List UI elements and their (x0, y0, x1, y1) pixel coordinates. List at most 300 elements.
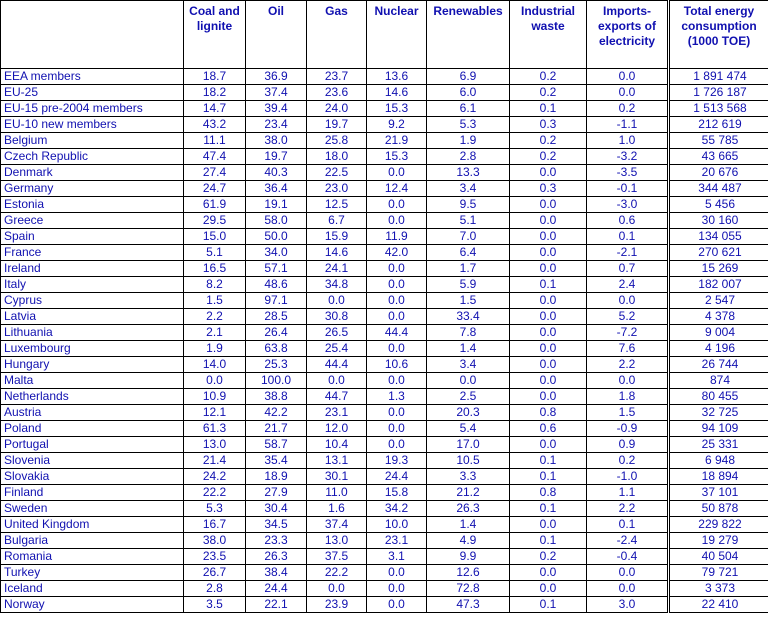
total-consumption-cell: 22 410 (669, 597, 768, 613)
total-consumption-cell: 79 721 (669, 565, 768, 581)
table-row (1, 469, 768, 485)
total-consumption-cell: 15 269 (669, 261, 768, 277)
total-consumption-cell: 4 378 (669, 309, 768, 325)
renewables-header: Renewables (427, 1, 510, 69)
gas-cell: 15.9 (307, 229, 367, 245)
table-row (1, 437, 768, 453)
imports-exports-cell: 2.4 (587, 277, 669, 293)
imports-exports-cell: -3.2 (587, 149, 669, 165)
region-name: Netherlands (1, 389, 184, 405)
total-consumption-cell: 3 373 (669, 581, 768, 597)
table-row (1, 549, 768, 565)
total-consumption-cell: 1 513 568 (669, 101, 768, 117)
oil-cell: 23.3 (246, 533, 307, 549)
table-row (1, 149, 768, 165)
table-row (1, 229, 768, 245)
coal-lignite-cell: 8.2 (184, 277, 246, 293)
coal-lignite-cell: 61.3 (184, 421, 246, 437)
nuclear-cell: 0.0 (367, 197, 427, 213)
region-name: Belgium (1, 133, 184, 149)
renewables-cell: 3.3 (427, 469, 510, 485)
oil-cell: 48.6 (246, 277, 307, 293)
renewables-cell: 33.4 (427, 309, 510, 325)
imports-exports-cell: 0.0 (587, 293, 669, 309)
nuclear-cell: 0.0 (367, 373, 427, 389)
industrial-waste-cell: 0.0 (510, 357, 587, 373)
oil-cell: 18.9 (246, 469, 307, 485)
industrial-waste-cell: 0.0 (510, 389, 587, 405)
industrial-waste-cell: 0.1 (510, 501, 587, 517)
renewables-cell: 1.9 (427, 133, 510, 149)
oil-cell: 19.7 (246, 149, 307, 165)
oil-cell: 58.0 (246, 213, 307, 229)
region-name: Bulgaria (1, 533, 184, 549)
gas-cell: 13.0 (307, 533, 367, 549)
industrial-waste-cell: 0.6 (510, 421, 587, 437)
industrial-waste-cell: 0.0 (510, 229, 587, 245)
total-consumption-header: Total energy consumption (1000 TOE) (669, 1, 768, 69)
imports-exports-cell: 7.6 (587, 341, 669, 357)
oil-cell: 38.0 (246, 133, 307, 149)
coal-lignite-cell: 23.5 (184, 549, 246, 565)
renewables-cell: 21.2 (427, 485, 510, 501)
nuclear-cell: 21.9 (367, 133, 427, 149)
total-consumption-cell: 134 055 (669, 229, 768, 245)
renewables-cell: 7.0 (427, 229, 510, 245)
imports-exports-cell: 0.2 (587, 453, 669, 469)
coal-lignite-cell: 11.1 (184, 133, 246, 149)
oil-cell: 36.4 (246, 181, 307, 197)
oil-cell: 26.3 (246, 549, 307, 565)
renewables-cell: 0.0 (427, 373, 510, 389)
coal-lignite-cell: 24.7 (184, 181, 246, 197)
oil-cell: 25.3 (246, 357, 307, 373)
region-name: Slovenia (1, 453, 184, 469)
total-consumption-cell: 18 894 (669, 469, 768, 485)
oil-cell: 34.5 (246, 517, 307, 533)
coal-lignite-cell: 15.0 (184, 229, 246, 245)
region-name: EU-25 (1, 85, 184, 101)
imports-exports-cell: 1.8 (587, 389, 669, 405)
nuclear-cell: 24.4 (367, 469, 427, 485)
nuclear-cell: 0.0 (367, 293, 427, 309)
total-consumption-cell: 6 948 (669, 453, 768, 469)
region-name: Germany (1, 181, 184, 197)
coal-lignite-cell: 1.9 (184, 341, 246, 357)
table-row (1, 197, 768, 213)
imports-exports-cell: -7.2 (587, 325, 669, 341)
coal-lignite-cell: 14.0 (184, 357, 246, 373)
renewables-cell: 20.3 (427, 405, 510, 421)
imports-exports-cell: 0.1 (587, 517, 669, 533)
oil-cell: 30.4 (246, 501, 307, 517)
region-name: Portugal (1, 437, 184, 453)
total-consumption-cell: 2 547 (669, 293, 768, 309)
region-name: Malta (1, 373, 184, 389)
oil-cell: 38.4 (246, 565, 307, 581)
industrial-waste-cell: 0.2 (510, 85, 587, 101)
total-consumption-cell: 229 822 (669, 517, 768, 533)
total-consumption-cell: 40 504 (669, 549, 768, 565)
coal-lignite-cell: 2.2 (184, 309, 246, 325)
gas-cell: 37.4 (307, 517, 367, 533)
nuclear-cell: 23.1 (367, 533, 427, 549)
industrial-waste-cell: 0.1 (510, 597, 587, 613)
region-name: Lithuania (1, 325, 184, 341)
imports-exports-cell: 0.1 (587, 229, 669, 245)
region-name: Luxembourg (1, 341, 184, 357)
gas-cell: 23.6 (307, 85, 367, 101)
gas-cell: 0.0 (307, 373, 367, 389)
renewables-cell: 6.9 (427, 69, 510, 85)
total-consumption-cell: 1 726 187 (669, 85, 768, 101)
industrial-waste-cell: 0.1 (510, 277, 587, 293)
region-name: Greece (1, 213, 184, 229)
region-name: United Kingdom (1, 517, 184, 533)
region-name: Poland (1, 421, 184, 437)
region-name: Norway (1, 597, 184, 613)
table-body (1, 69, 768, 613)
renewables-cell: 5.3 (427, 117, 510, 133)
nuclear-cell: 0.0 (367, 309, 427, 325)
oil-cell: 35.4 (246, 453, 307, 469)
coal-lignite-cell: 14.7 (184, 101, 246, 117)
oil-cell: 63.8 (246, 341, 307, 357)
oil-cell: 27.9 (246, 485, 307, 501)
industrial-waste-cell: 0.2 (510, 133, 587, 149)
industrial-waste-cell: 0.1 (510, 453, 587, 469)
gas-cell: 44.4 (307, 357, 367, 373)
nuclear-cell: 0.0 (367, 341, 427, 357)
gas-cell: 30.8 (307, 309, 367, 325)
industrial-waste-cell: 0.0 (510, 565, 587, 581)
region-name: Estonia (1, 197, 184, 213)
renewables-cell: 2.8 (427, 149, 510, 165)
industrial-waste-cell: 0.0 (510, 261, 587, 277)
coal-lignite-cell: 18.2 (184, 85, 246, 101)
imports-exports-cell: -0.4 (587, 549, 669, 565)
renewables-cell: 5.4 (427, 421, 510, 437)
region-name: Austria (1, 405, 184, 421)
renewables-cell: 26.3 (427, 501, 510, 517)
imports-exports-cell: 2.2 (587, 357, 669, 373)
total-consumption-cell: 4 196 (669, 341, 768, 357)
nuclear-cell: 13.6 (367, 69, 427, 85)
gas-cell: 0.0 (307, 293, 367, 309)
imports-exports-cell: 3.0 (587, 597, 669, 613)
nuclear-cell: 12.4 (367, 181, 427, 197)
renewables-cell: 3.4 (427, 181, 510, 197)
imports-exports-cell: 1.5 (587, 405, 669, 421)
total-consumption-cell: 37 101 (669, 485, 768, 501)
imports-exports-cell: -2.1 (587, 245, 669, 261)
region-name: Ireland (1, 261, 184, 277)
industrial-waste-cell: 0.1 (510, 101, 587, 117)
industrial-waste-cell: 0.8 (510, 405, 587, 421)
region-name: Iceland (1, 581, 184, 597)
total-consumption-cell: 94 109 (669, 421, 768, 437)
coal-lignite-cell: 1.5 (184, 293, 246, 309)
coal-lignite-cell: 21.4 (184, 453, 246, 469)
gas-cell: 12.0 (307, 421, 367, 437)
nuclear-cell: 14.6 (367, 85, 427, 101)
gas-cell: 6.7 (307, 213, 367, 229)
industrial-waste-cell: 0.0 (510, 517, 587, 533)
industrial-waste-cell: 0.1 (510, 533, 587, 549)
industrial-waste-cell: 0.2 (510, 69, 587, 85)
nuclear-cell: 0.0 (367, 405, 427, 421)
total-consumption-cell: 50 878 (669, 501, 768, 517)
coal-lignite-cell: 43.2 (184, 117, 246, 133)
coal-lignite-cell: 2.1 (184, 325, 246, 341)
table-row (1, 133, 768, 149)
region-name: Italy (1, 277, 184, 293)
renewables-cell: 47.3 (427, 597, 510, 613)
gas-cell: 24.0 (307, 101, 367, 117)
nuclear-cell: 0.0 (367, 261, 427, 277)
gas-cell: 26.5 (307, 325, 367, 341)
industrial-waste-cell: 0.0 (510, 309, 587, 325)
gas-cell: 12.5 (307, 197, 367, 213)
oil-cell: 38.8 (246, 389, 307, 405)
region-name: Latvia (1, 309, 184, 325)
gas-cell: 14.6 (307, 245, 367, 261)
total-consumption-cell: 270 621 (669, 245, 768, 261)
coal-lignite-cell: 61.9 (184, 197, 246, 213)
coal-lignite-cell: 3.5 (184, 597, 246, 613)
gas-cell: 22.2 (307, 565, 367, 581)
table-row (1, 213, 768, 229)
gas-cell: 44.7 (307, 389, 367, 405)
table-row (1, 453, 768, 469)
gas-cell: 23.9 (307, 597, 367, 613)
table-row (1, 533, 768, 549)
imports-exports-cell: -1.0 (587, 469, 669, 485)
industrial-waste-cell: 0.3 (510, 117, 587, 133)
imports-exports-cell: 1.0 (587, 133, 669, 149)
total-consumption-cell: 9 004 (669, 325, 768, 341)
gas-cell: 37.5 (307, 549, 367, 565)
table-row (1, 69, 768, 85)
nuclear-cell: 15.3 (367, 101, 427, 117)
coal-lignite-cell: 47.4 (184, 149, 246, 165)
imports-exports-cell: 0.7 (587, 261, 669, 277)
oil-cell: 23.4 (246, 117, 307, 133)
table-row (1, 357, 768, 373)
imports-exports-cell: 1.1 (587, 485, 669, 501)
coal-lignite-cell: 26.7 (184, 565, 246, 581)
gas-cell: 25.4 (307, 341, 367, 357)
coal-lignite-cell: 29.5 (184, 213, 246, 229)
renewables-cell: 5.9 (427, 277, 510, 293)
coal-lignite-cell: 5.1 (184, 245, 246, 261)
renewables-cell: 13.3 (427, 165, 510, 181)
region-name: Czech Republic (1, 149, 184, 165)
coal-lignite-cell: 0.0 (184, 373, 246, 389)
imports-exports-cell: 2.2 (587, 501, 669, 517)
industrial-waste-cell: 0.1 (510, 469, 587, 485)
total-consumption-cell: 20 676 (669, 165, 768, 181)
renewables-cell: 1.4 (427, 517, 510, 533)
imports-exports-cell: 0.2 (587, 101, 669, 117)
nuclear-cell: 0.0 (367, 421, 427, 437)
gas-cell: 23.1 (307, 405, 367, 421)
total-consumption-cell: 32 725 (669, 405, 768, 421)
gas-header: Gas (307, 1, 367, 69)
oil-cell: 21.7 (246, 421, 307, 437)
table-row (1, 373, 768, 389)
imports-exports-cell: 0.6 (587, 213, 669, 229)
oil-cell: 24.4 (246, 581, 307, 597)
nuclear-cell: 44.4 (367, 325, 427, 341)
nuclear-cell: 0.0 (367, 437, 427, 453)
nuclear-cell: 9.2 (367, 117, 427, 133)
total-consumption-cell: 30 160 (669, 213, 768, 229)
coal-lignite-cell: 12.1 (184, 405, 246, 421)
gas-cell: 10.4 (307, 437, 367, 453)
industrial-waste-cell: 0.0 (510, 581, 587, 597)
coal-lignite-cell: 16.5 (184, 261, 246, 277)
nuclear-header: Nuclear (367, 1, 427, 69)
oil-cell: 28.5 (246, 309, 307, 325)
coal-lignite-cell: 38.0 (184, 533, 246, 549)
renewables-cell: 10.5 (427, 453, 510, 469)
imports-exports-cell: -2.4 (587, 533, 669, 549)
imports-exports-cell: 0.0 (587, 373, 669, 389)
nuclear-cell: 0.0 (367, 581, 427, 597)
region-name: Cyprus (1, 293, 184, 309)
nuclear-cell: 0.0 (367, 165, 427, 181)
gas-cell: 18.0 (307, 149, 367, 165)
table-row (1, 421, 768, 437)
oil-cell: 58.7 (246, 437, 307, 453)
region-name: Denmark (1, 165, 184, 181)
gas-cell: 34.8 (307, 277, 367, 293)
gas-cell: 19.7 (307, 117, 367, 133)
nuclear-cell: 10.6 (367, 357, 427, 373)
renewables-cell: 6.0 (427, 85, 510, 101)
region-name: EU-10 new members (1, 117, 184, 133)
oil-cell: 97.1 (246, 293, 307, 309)
renewables-cell: 7.8 (427, 325, 510, 341)
table-row (1, 565, 768, 581)
coal-lignite-cell: 10.9 (184, 389, 246, 405)
table-row (1, 85, 768, 101)
region-name: Turkey (1, 565, 184, 581)
imports-exports-cell: 0.9 (587, 437, 669, 453)
table-row (1, 101, 768, 117)
coal-lignite-cell: 16.7 (184, 517, 246, 533)
region-name: Hungary (1, 357, 184, 373)
renewables-cell: 12.6 (427, 565, 510, 581)
region-name: France (1, 245, 184, 261)
table-row (1, 293, 768, 309)
industrial-waste-cell: 0.0 (510, 437, 587, 453)
nuclear-cell: 15.8 (367, 485, 427, 501)
imports-exports-cell: 0.0 (587, 69, 669, 85)
region-name: Finland (1, 485, 184, 501)
total-consumption-cell: 26 744 (669, 357, 768, 373)
renewables-cell: 17.0 (427, 437, 510, 453)
region-name: Sweden (1, 501, 184, 517)
gas-cell: 13.1 (307, 453, 367, 469)
oil-cell: 22.1 (246, 597, 307, 613)
oil-cell: 57.1 (246, 261, 307, 277)
nuclear-cell: 34.2 (367, 501, 427, 517)
nuclear-cell: 42.0 (367, 245, 427, 261)
coal-lignite-cell: 13.0 (184, 437, 246, 453)
nuclear-cell: 1.3 (367, 389, 427, 405)
industrial-waste-cell: 0.8 (510, 485, 587, 501)
table-row (1, 325, 768, 341)
oil-cell: 40.3 (246, 165, 307, 181)
industrial-waste-cell: 0.0 (510, 213, 587, 229)
table-row (1, 309, 768, 325)
gas-cell: 23.7 (307, 69, 367, 85)
table-row (1, 341, 768, 357)
gas-cell: 0.0 (307, 581, 367, 597)
region-name: EEA members (1, 69, 184, 85)
oil-cell: 36.9 (246, 69, 307, 85)
region-name: Romania (1, 549, 184, 565)
total-consumption-cell: 5 456 (669, 197, 768, 213)
imports-exports-header: Imports-exports of electricity (587, 1, 669, 69)
table-row (1, 389, 768, 405)
table-row (1, 277, 768, 293)
coal-lignite-cell: 2.8 (184, 581, 246, 597)
table-row (1, 597, 768, 613)
nuclear-cell: 11.9 (367, 229, 427, 245)
gas-cell: 22.5 (307, 165, 367, 181)
imports-exports-cell: 0.0 (587, 565, 669, 581)
total-consumption-cell: 1 891 474 (669, 69, 768, 85)
renewables-cell: 1.4 (427, 341, 510, 357)
total-consumption-cell: 25 331 (669, 437, 768, 453)
renewables-cell: 1.5 (427, 293, 510, 309)
coal-lignite-cell: 18.7 (184, 69, 246, 85)
coal-lignite-cell: 5.3 (184, 501, 246, 517)
oil-cell: 37.4 (246, 85, 307, 101)
coal-lignite-cell: 22.2 (184, 485, 246, 501)
table-row (1, 261, 768, 277)
nuclear-cell: 0.0 (367, 565, 427, 581)
table-row (1, 405, 768, 421)
total-consumption-cell: 212 619 (669, 117, 768, 133)
gas-cell: 30.1 (307, 469, 367, 485)
table-row (1, 181, 768, 197)
renewables-cell: 1.7 (427, 261, 510, 277)
gas-cell: 1.6 (307, 501, 367, 517)
table-row (1, 117, 768, 133)
oil-cell: 34.0 (246, 245, 307, 261)
table-row (1, 501, 768, 517)
imports-exports-cell: -1.1 (587, 117, 669, 133)
gas-cell: 24.1 (307, 261, 367, 277)
total-consumption-cell: 80 455 (669, 389, 768, 405)
imports-exports-cell: -0.1 (587, 181, 669, 197)
nuclear-cell: 15.3 (367, 149, 427, 165)
nuclear-cell: 3.1 (367, 549, 427, 565)
renewables-cell: 4.9 (427, 533, 510, 549)
total-consumption-cell: 874 (669, 373, 768, 389)
industrial-waste-cell: 0.0 (510, 373, 587, 389)
renewables-cell: 72.8 (427, 581, 510, 597)
oil-cell: 39.4 (246, 101, 307, 117)
industrial-waste-cell: 0.0 (510, 165, 587, 181)
gas-cell: 11.0 (307, 485, 367, 501)
table-row (1, 485, 768, 501)
renewables-cell: 6.1 (427, 101, 510, 117)
